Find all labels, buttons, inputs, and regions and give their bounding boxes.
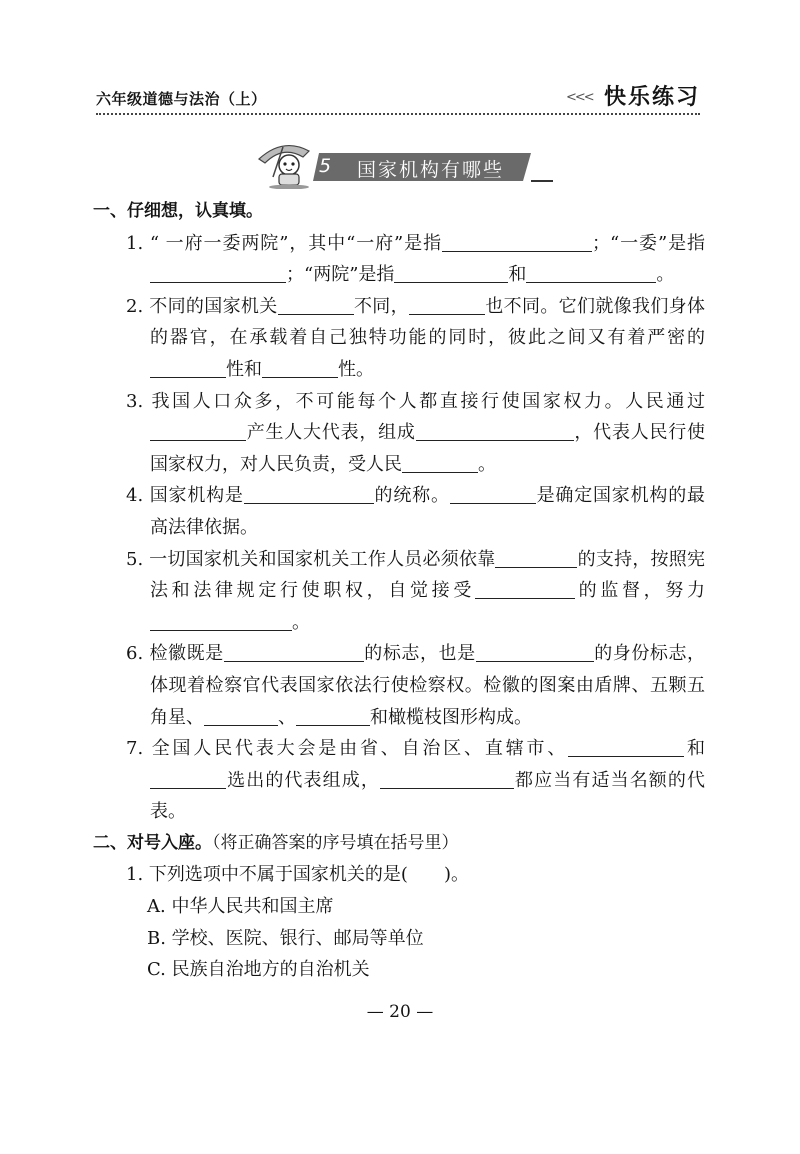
question-text: 不同的国家机关: [149, 295, 278, 317]
lesson-number: 5: [319, 155, 332, 177]
question-text: 的监督，努力: [575, 580, 705, 602]
section-1-title: 一、仔细想，认真填。: [93, 201, 263, 221]
question-text: 的标志，也是: [363, 643, 476, 665]
grade-subject-label: 六年级道德与法治（上）: [96, 90, 267, 108]
lesson-banner: [253, 137, 553, 189]
question-2-1: [126, 859, 705, 891]
question-text: 一切国家机关和国家机关工作人员必须依靠: [149, 548, 496, 570]
question-number: 2.: [126, 295, 144, 317]
question-text: 性。: [338, 358, 374, 380]
question-text: 。: [656, 264, 675, 286]
option-c: C. 民族自治地方的自治机关: [147, 959, 370, 981]
question-1-5: [126, 544, 705, 639]
question-number: 6.: [126, 643, 144, 665]
cartoon-mascot-icon: [253, 137, 317, 189]
fill-blank[interactable]: [568, 736, 684, 757]
question-text: 检徽既是: [149, 643, 224, 665]
question-stem[interactable]: 下列选项中不属于国家机关的是( )。: [148, 864, 469, 886]
fill-blank[interactable]: [150, 610, 292, 631]
option-b: B. 学校、医院、银行、邮局等单位: [147, 927, 424, 949]
fill-blank[interactable]: [380, 768, 514, 789]
lesson-title: 国家机构有哪些: [357, 159, 505, 181]
fill-blank[interactable]: [526, 262, 656, 283]
banner-underline: [531, 180, 553, 182]
fill-blank[interactable]: [278, 294, 354, 315]
question-text: 的统称。: [373, 485, 450, 507]
fill-blank[interactable]: [150, 357, 226, 378]
fill-blank[interactable]: [402, 452, 478, 473]
question-text: ，代表人民行使国家权力，对人民负责，受人民: [150, 422, 706, 475]
question-1-3: [126, 386, 706, 481]
question-number: 1.: [126, 864, 144, 886]
brand-title: 快乐练习: [603, 85, 700, 110]
question-1-2: [126, 291, 706, 386]
fill-blank[interactable]: [442, 231, 592, 252]
question-text: ；“两院”是指: [286, 264, 395, 286]
question-text: 国家机构是: [149, 485, 244, 507]
fill-blank[interactable]: [224, 641, 364, 662]
fill-blank[interactable]: [244, 483, 374, 504]
fill-blank[interactable]: [394, 262, 508, 283]
question-text: “ 一府一委两院”，其中“一府”是指: [149, 232, 442, 254]
question-text: 的身份标志，体现着检察官代表国家依法行使检察权。检徽的图案由盾牌、五颗五角星、: [150, 643, 706, 728]
fill-blank[interactable]: [262, 357, 338, 378]
question-text: 全国人民代表大会是由省、自治区、直辖市、: [151, 738, 569, 760]
fill-blank[interactable]: [416, 420, 574, 441]
question-text: 和: [508, 264, 527, 286]
question-1-7: [126, 733, 706, 828]
question-1-1: [126, 228, 705, 291]
chevron-left-icon: <<<: [566, 90, 593, 105]
question-text: 都应当有适当名额的代表。: [150, 769, 706, 823]
fill-blank[interactable]: [150, 262, 286, 283]
question-text: 选出的代表组成，: [226, 769, 380, 791]
fill-blank[interactable]: [495, 547, 577, 568]
page-header: [96, 82, 700, 112]
fill-blank[interactable]: [476, 641, 594, 662]
question-text: 也不同。它们就像我们身体的器官，在承载着自己独特功能的同时，彼此之间又有着严密的: [150, 295, 706, 349]
question-text: 的支持，按照宪法和法律规定行使职权，自觉接受: [150, 548, 705, 602]
worksheet-content: [93, 196, 705, 986]
question-text: 和: [684, 738, 705, 760]
header-divider: [96, 113, 700, 115]
question-text: 。: [478, 453, 496, 475]
question-text: 我国人口众多，不可能每个人都直接行使国家权力。人民通过: [151, 390, 705, 412]
question-text: 和橄榄枝图形构成。: [370, 706, 532, 728]
fill-blank[interactable]: [150, 768, 226, 789]
fill-blank[interactable]: [296, 705, 370, 726]
question-text: 是确定国家机构的最高法律依据。: [150, 485, 706, 538]
question-1-6: [126, 638, 706, 733]
section-2-note: （将正确答案的序号填在括号里）: [212, 832, 459, 853]
fill-blank[interactable]: [409, 294, 485, 315]
fill-blank[interactable]: [475, 578, 575, 599]
question-number: 7.: [126, 738, 144, 760]
question-text: 不同，: [353, 295, 409, 317]
question-text: 、: [278, 706, 296, 728]
question-text: 产生人大代表，组成: [246, 422, 416, 444]
question-number: 1.: [126, 232, 144, 254]
fill-blank[interactable]: [150, 420, 246, 441]
question-text: ；“一委”是指: [592, 232, 705, 254]
question-1-4: [126, 480, 706, 543]
page-number: — 20 —: [366, 1002, 434, 1022]
question-number: 3.: [126, 390, 144, 412]
section-1-heading: [93, 196, 705, 228]
fill-blank[interactable]: [450, 483, 536, 504]
option-a: A. 中华人民共和国主席: [147, 896, 334, 918]
section-2-title: 二、对号入座。: [93, 832, 212, 853]
question-number: 4.: [126, 485, 144, 507]
section-2-heading: [93, 828, 705, 860]
question-text: 性和: [226, 358, 262, 380]
question-number: 5.: [126, 548, 144, 570]
fill-blank[interactable]: [204, 705, 278, 726]
question-text: 。: [292, 611, 310, 633]
